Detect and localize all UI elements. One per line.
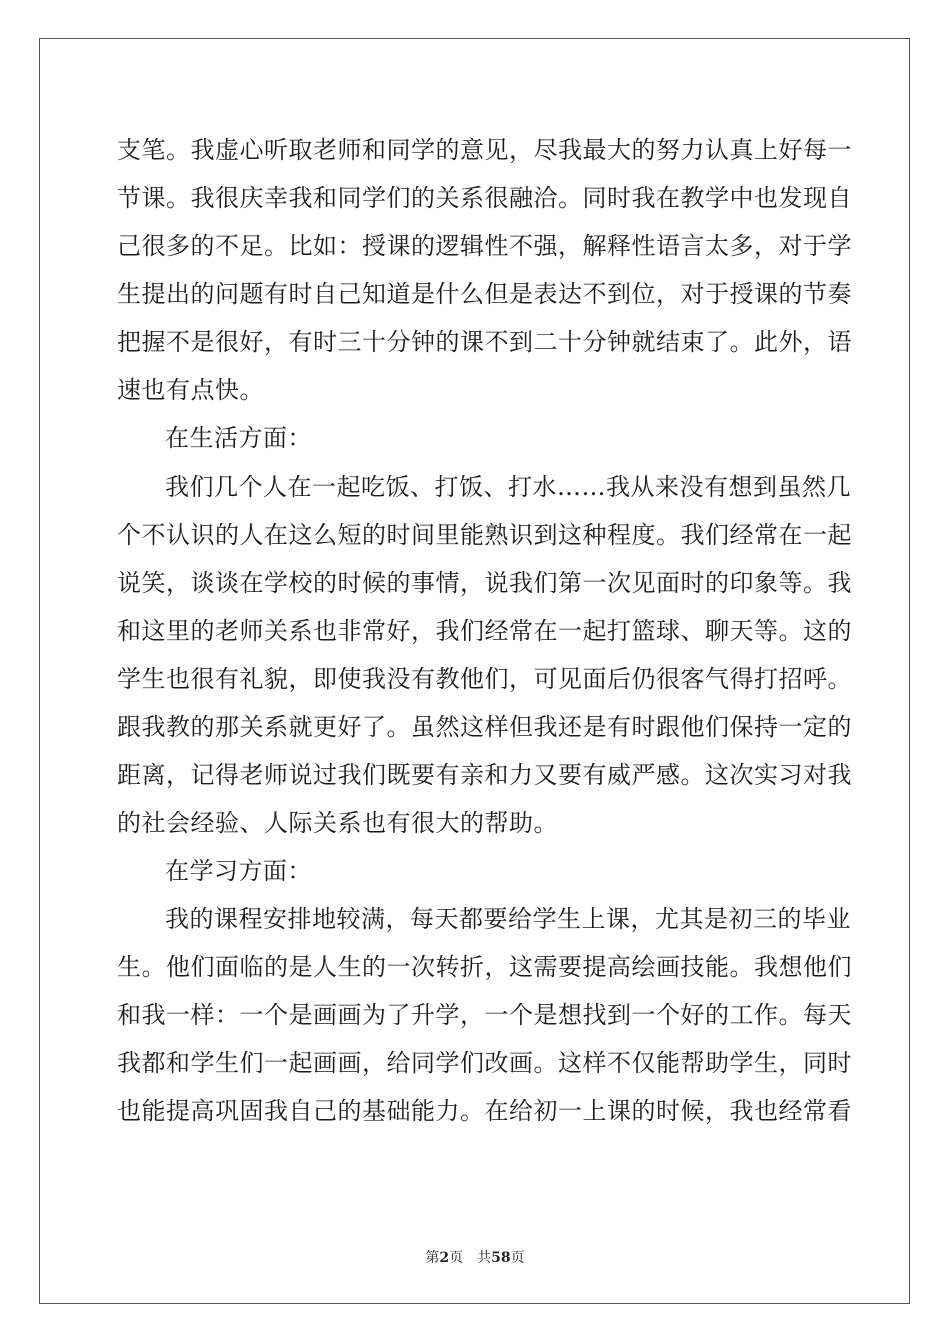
- page-footer: [0, 1249, 950, 1267]
- page-current: 2: [439, 1250, 450, 1266]
- text-line: 个不认识的人在这么短的时间里能熟识到这种程度。我们经常在一起: [117, 521, 852, 549]
- text-line: 距离，记得老师说过我们既要有亲和力又要有威严感。这次实习对我: [117, 761, 852, 789]
- text-line: 支笔。我虚心听取老师和同学的意见，尽我最大的努力认真上好每一: [117, 136, 852, 164]
- text-line: 说笑，谈谈在学校的时候的事情，说我们第一次见面时的印象等。我: [117, 569, 852, 597]
- text-line: 节课。我很庆幸我和同学们的关系很融洽。同时我在教学中也发现自: [117, 184, 852, 212]
- text-line: 己很多的不足。比如：授课的逻辑性不强，解释性语言太多，对于学: [117, 232, 852, 260]
- text-line: 我的课程安排地较满，每天都要给学生上课，尤其是初三的毕业: [165, 905, 851, 933]
- section-heading-life: 在生活方面：: [165, 424, 312, 452]
- text-line: 生。他们面临的是人生的一次转折，这需要提高绘画技能。我想他们: [117, 953, 852, 981]
- text-line: 和我一样：一个是画画为了升学，一个是想找到一个好的工作。每天: [117, 1001, 852, 1029]
- text-line: 把握不是很好，有时三十分钟的课不到二十分钟就结束了。此外，语: [117, 328, 852, 356]
- text-line: 我都和学生们一起画画，给同学们改画。这样不仅能帮助学生，同时: [117, 1049, 852, 1077]
- text-line: 也能提高巩固我自己的基础能力。在给初一上课的时候，我也经常看: [117, 1097, 852, 1125]
- text-line: 的社会经验、人际关系也有很大的帮助。: [117, 809, 558, 837]
- text-line: 和这里的老师关系也非常好，我们经常在一起打篮球、聊天等。这的: [117, 617, 852, 645]
- text-line: 学生也很有礼貌，即使我没有教他们，可见面后仍很客气得打招呼。: [117, 665, 852, 693]
- text-line: 我们几个人在一起吃饭、打饭、打水……我从来没有想到虽然几: [165, 473, 851, 501]
- text-line: 速也有点快。: [117, 376, 264, 404]
- text-line: 跟我教的那关系就更好了。虽然这样但我还是有时跟他们保持一定的: [117, 713, 852, 741]
- section-heading-study: 在学习方面：: [165, 857, 312, 885]
- page-suffix: 页: [510, 1250, 525, 1266]
- page-total: 58: [491, 1250, 511, 1266]
- page-prefix: 第: [425, 1250, 440, 1266]
- text-line: 生提出的问题有时自己知道是什么但是表达不到位，对于授课的节奏: [117, 280, 852, 308]
- page-mid: 页 共: [449, 1250, 492, 1266]
